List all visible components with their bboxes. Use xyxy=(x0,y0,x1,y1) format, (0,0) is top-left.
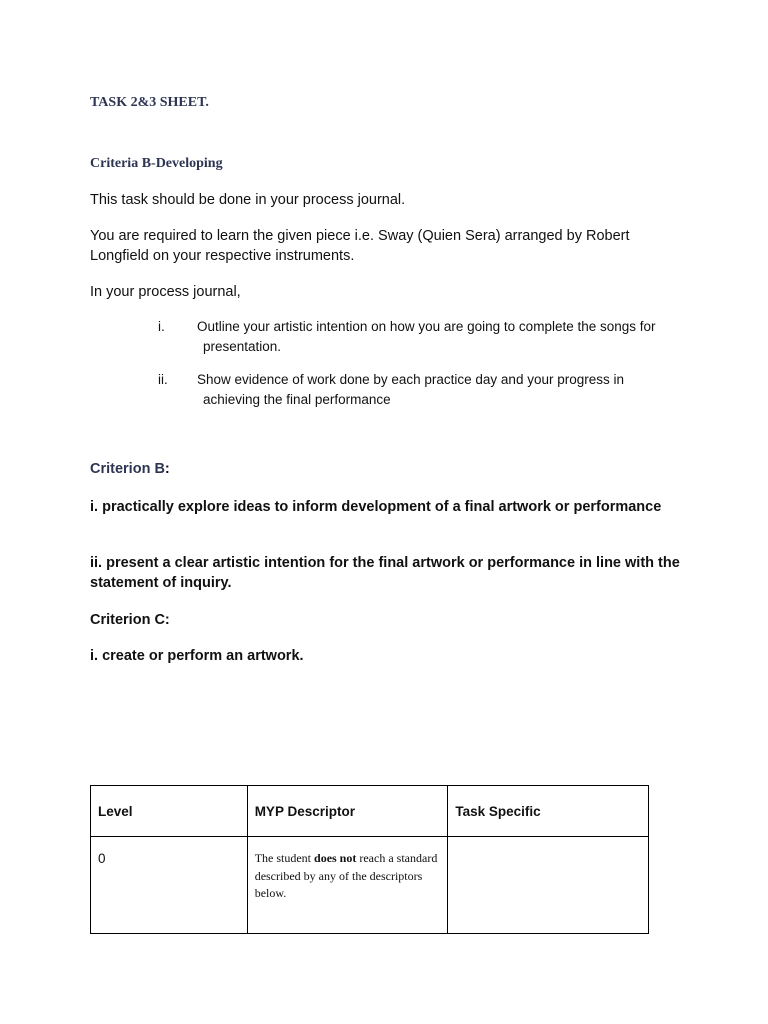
list-item-continuation: achieving the final performance xyxy=(203,391,391,407)
list-item-line: Show evidence of work done by each practice day and your progress in xyxy=(197,372,624,387)
column-header-level: Level xyxy=(91,786,248,837)
intro-paragraph: This task should be done in your process journal. xyxy=(90,192,406,208)
rubric-table xyxy=(90,785,649,934)
list-item xyxy=(197,370,677,409)
page-title: TASK 2&3 SHEET. xyxy=(90,95,209,110)
descriptor-cell xyxy=(247,837,448,934)
table-header-row xyxy=(91,786,649,837)
list-number: ii. xyxy=(158,372,168,387)
journal-lead: In your process journal, xyxy=(90,284,241,300)
list-item-line: Outline your artistic intention on how you are going to complete the songs for xyxy=(197,319,656,334)
descriptor-text-end: reach a standard described by any of the descriptors below. xyxy=(254,851,438,900)
criterion-b-item-i: i. practically explore ideas to inform development of a final artwork or performance xyxy=(90,499,662,515)
criterion-b-colon: : xyxy=(164,461,170,477)
criterion-c-heading: Criterion C: xyxy=(90,612,170,628)
criteria-heading: Criteria B-Developing xyxy=(90,156,223,171)
descriptor-emphasis: does not xyxy=(314,851,357,865)
requirement-paragraph: You are required to learn the given piece i.e. Sway (Quien Sera) arranged by Robert Longfield on your respective instruments. xyxy=(90,228,630,264)
criterion-b-item-ii: ii. present a clear artistic intention for the final artwork or performance in line with the statement of inquiry. xyxy=(90,555,680,591)
list-number: i. xyxy=(158,319,165,334)
list-item xyxy=(197,317,677,356)
criterion-b-label: Criterion B xyxy=(90,461,165,477)
criterion-c-item-i: i. create or perform an artwork. xyxy=(90,648,304,664)
column-header-myp-descriptor: MYP Descriptor xyxy=(247,786,448,837)
task-specific-cell xyxy=(448,837,649,934)
table-row xyxy=(91,837,649,934)
criterion-b-heading xyxy=(90,461,170,477)
level-cell: 0 xyxy=(91,837,248,934)
column-header-task-specific: Task Specific xyxy=(448,786,649,837)
descriptor-text: The student xyxy=(254,851,315,865)
list-item-continuation: presentation. xyxy=(203,338,282,354)
